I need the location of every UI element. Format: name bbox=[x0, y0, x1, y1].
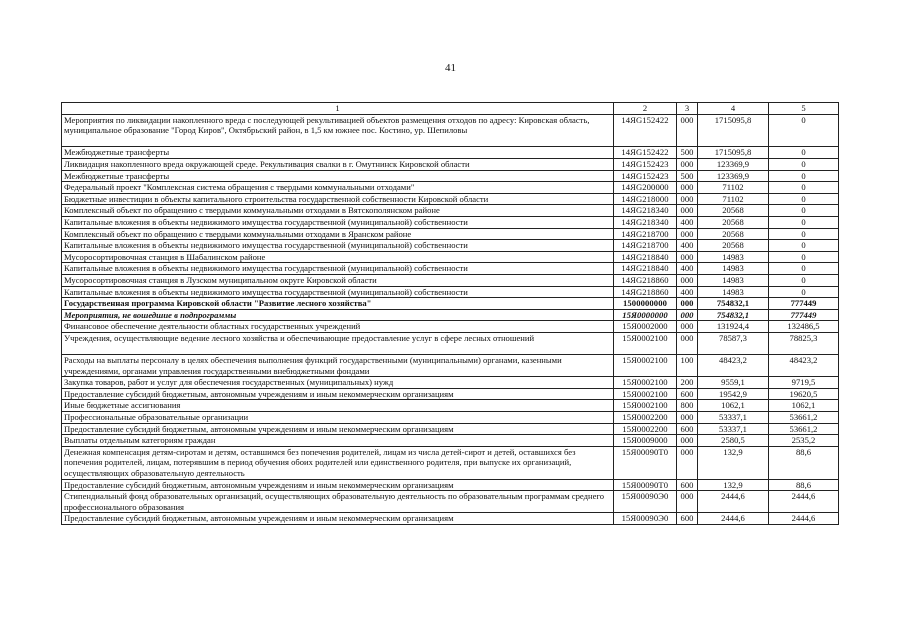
table-row bbox=[62, 240, 839, 252]
row-amount-col5: 1062,1 bbox=[769, 400, 839, 412]
row-amount-col5: 0 bbox=[769, 240, 839, 252]
table-row bbox=[62, 332, 839, 354]
table-row bbox=[62, 355, 839, 377]
table-row bbox=[62, 446, 839, 479]
row-expense-type: 000 bbox=[677, 309, 698, 321]
row-amount-col5: 78825,3 bbox=[769, 332, 839, 354]
row-description: Денежная компенсация детям-сиротам и детям, оставшимся без попечения родителей, лицам из числа детей-сирот и детей, оставшихся без попечения родителей, лицам, потерявшим в период обучения обоих родителей или единственного родителя, при выпуске их организаций, осуществляющих образовательную деятельность bbox=[62, 446, 614, 479]
row-amount-col4: 754832,1 bbox=[698, 298, 769, 310]
row-expense-type: 200 bbox=[677, 377, 698, 389]
row-amount-col5: 777449 bbox=[769, 309, 839, 321]
table-row bbox=[62, 388, 839, 400]
table-row bbox=[62, 298, 839, 310]
row-amount-col4: 14983 bbox=[698, 263, 769, 275]
row-description: Межбюджетные трансферты bbox=[62, 147, 614, 159]
row-amount-col4: 132,9 bbox=[698, 479, 769, 491]
row-target-code: 14ЯG218000 bbox=[614, 193, 677, 205]
row-description: Ликвидация накопленного вреда окружающей среде. Рекультивация свалки в г. Омутнинск Кировской области bbox=[62, 158, 614, 170]
row-amount-col4: 123369,9 bbox=[698, 170, 769, 182]
row-expense-type: 500 bbox=[677, 170, 698, 182]
row-expense-type: 000 bbox=[677, 491, 698, 513]
table-row bbox=[62, 193, 839, 205]
row-target-code: 15Я0002200 bbox=[614, 412, 677, 424]
row-amount-col4: 20568 bbox=[698, 205, 769, 217]
row-amount-col4: 1715095,8 bbox=[698, 147, 769, 159]
row-expense-type: 500 bbox=[677, 147, 698, 159]
row-amount-col4: 9559,1 bbox=[698, 377, 769, 389]
row-amount-col5: 0 bbox=[769, 147, 839, 159]
table-row bbox=[62, 114, 839, 147]
row-expense-type: 000 bbox=[677, 158, 698, 170]
row-target-code: 14ЯG218700 bbox=[614, 228, 677, 240]
row-description: Мероприятия по ликвидации накопленного вреда с последующей рекультивацией объектов размещения отходов по адресу: Кировская область, муниципальное образование "Город Киров", Октябрьский район, в 1,5 км южнее пос. Костино, ур. Шепиловы bbox=[62, 114, 614, 147]
row-amount-col5: 2444,6 bbox=[769, 513, 839, 525]
row-description: Капитальные вложения в объекты недвижимого имущества государственной (муниципальной) собственности bbox=[62, 240, 614, 252]
row-target-code: 15Я0009000 bbox=[614, 435, 677, 447]
row-expense-type: 000 bbox=[677, 228, 698, 240]
row-target-code: 14ЯG200000 bbox=[614, 182, 677, 194]
row-target-code: 14ЯG218340 bbox=[614, 216, 677, 228]
row-amount-col4: 71102 bbox=[698, 182, 769, 194]
row-description: Расходы на выплаты персоналу в целях обеспечения выполнения функций государственными (муниципальными) органами, казенными учреждениями, органами управления государственными внебюджетными фондами bbox=[62, 355, 614, 377]
header-cell-2: 2 bbox=[614, 103, 677, 115]
row-expense-type: 600 bbox=[677, 513, 698, 525]
row-amount-col5: 2444,6 bbox=[769, 491, 839, 513]
row-expense-type: 000 bbox=[677, 332, 698, 354]
row-amount-col4: 20568 bbox=[698, 216, 769, 228]
header-cell-3: 3 bbox=[677, 103, 698, 115]
row-amount-col4: 2444,6 bbox=[698, 513, 769, 525]
row-target-code: 15Я00090Т0 bbox=[614, 446, 677, 479]
row-amount-col4: 14983 bbox=[698, 286, 769, 298]
row-description: Мусоросортировочная станция в Шабалинском районе bbox=[62, 251, 614, 263]
table-row bbox=[62, 377, 839, 389]
table-row bbox=[62, 309, 839, 321]
row-amount-col5: 0 bbox=[769, 114, 839, 147]
row-description: Комплексный объект по обращению с твердыми коммунальными отходами в Яранском районе bbox=[62, 228, 614, 240]
table-row bbox=[62, 182, 839, 194]
row-expense-type: 800 bbox=[677, 400, 698, 412]
row-expense-type: 000 bbox=[677, 412, 698, 424]
row-amount-col5: 0 bbox=[769, 158, 839, 170]
table-row bbox=[62, 286, 839, 298]
table-row bbox=[62, 228, 839, 240]
row-description: Финансовое обеспечение деятельности областных государственных учреждений bbox=[62, 321, 614, 333]
row-amount-col4: 754832,1 bbox=[698, 309, 769, 321]
row-target-code: 15Я0002100 bbox=[614, 400, 677, 412]
header-cell-5: 5 bbox=[769, 103, 839, 115]
row-target-code: 14ЯG218860 bbox=[614, 274, 677, 286]
row-amount-col5: 0 bbox=[769, 274, 839, 286]
page-number: 41 bbox=[445, 62, 456, 74]
row-amount-col5: 0 bbox=[769, 263, 839, 275]
table-row bbox=[62, 205, 839, 217]
table-row bbox=[62, 263, 839, 275]
row-amount-col5: 2535,2 bbox=[769, 435, 839, 447]
row-expense-type: 400 bbox=[677, 240, 698, 252]
row-amount-col4: 131924,4 bbox=[698, 321, 769, 333]
row-target-code: 14ЯG218340 bbox=[614, 205, 677, 217]
row-amount-col4: 53337,1 bbox=[698, 412, 769, 424]
row-amount-col5: 9719,5 bbox=[769, 377, 839, 389]
row-amount-col5: 132486,5 bbox=[769, 321, 839, 333]
row-description: Профессиональные образовательные организации bbox=[62, 412, 614, 424]
table-row bbox=[62, 158, 839, 170]
row-description: Государственная программа Кировской области "Развитие лесного хозяйства" bbox=[62, 298, 614, 310]
row-amount-col5: 0 bbox=[769, 193, 839, 205]
row-amount-col4: 78587,3 bbox=[698, 332, 769, 354]
table-row bbox=[62, 412, 839, 424]
row-amount-col5: 777449 bbox=[769, 298, 839, 310]
row-description: Иные бюджетные ассигнования bbox=[62, 400, 614, 412]
row-description: Предоставление субсидий бюджетным, автономным учреждениям и иным некоммерческим организациям bbox=[62, 388, 614, 400]
row-expense-type: 600 bbox=[677, 423, 698, 435]
row-target-code: 14ЯG152422 bbox=[614, 147, 677, 159]
row-description: Предоставление субсидий бюджетным, автономным учреждениям и иным некоммерческим организациям bbox=[62, 423, 614, 435]
row-target-code: 14ЯG218860 bbox=[614, 286, 677, 298]
row-amount-col5: 0 bbox=[769, 286, 839, 298]
row-description: Комплексный объект по обращению с твердыми коммунальными отходами в Вятскополянском районе bbox=[62, 205, 614, 217]
row-description: Закупка товаров, работ и услуг для обеспечения государственных (муниципальных) нужд bbox=[62, 377, 614, 389]
row-amount-col4: 48423,2 bbox=[698, 355, 769, 377]
row-description: Капитальные вложения в объекты недвижимого имущества государственной (муниципальной) собственности bbox=[62, 216, 614, 228]
row-amount-col4: 14983 bbox=[698, 274, 769, 286]
row-amount-col4: 19542,9 bbox=[698, 388, 769, 400]
table-row bbox=[62, 491, 839, 513]
row-target-code: 15Я0002200 bbox=[614, 423, 677, 435]
row-description: Бюджетные инвестиции в объекты капитального строительства государственной собственности Кировской области bbox=[62, 193, 614, 205]
row-description: Предоставление субсидий бюджетным, автономным учреждениям и иным некоммерческим организациям bbox=[62, 513, 614, 525]
row-description: Мусоросортировочная станция в Лузском муниципальном округе Кировской области bbox=[62, 274, 614, 286]
row-expense-type: 600 bbox=[677, 388, 698, 400]
row-expense-type: 000 bbox=[677, 274, 698, 286]
row-amount-col4: 123369,9 bbox=[698, 158, 769, 170]
row-description: Мероприятия, не вошедшие в подпрограммы bbox=[62, 309, 614, 321]
row-amount-col4: 53337,1 bbox=[698, 423, 769, 435]
table-row bbox=[62, 216, 839, 228]
row-amount-col4: 132,9 bbox=[698, 446, 769, 479]
row-target-code: 15Я00090Э0 bbox=[614, 513, 677, 525]
table-row bbox=[62, 423, 839, 435]
row-amount-col4: 20568 bbox=[698, 240, 769, 252]
row-amount-col5: 88,6 bbox=[769, 479, 839, 491]
row-expense-type: 400 bbox=[677, 263, 698, 275]
table-row bbox=[62, 479, 839, 491]
budget-table bbox=[61, 102, 839, 525]
row-expense-type: 000 bbox=[677, 435, 698, 447]
row-description: Федеральный проект "Комплексная система обращения с твердыми коммунальными отходами" bbox=[62, 182, 614, 194]
row-expense-type: 000 bbox=[677, 182, 698, 194]
row-expense-type: 000 bbox=[677, 193, 698, 205]
row-expense-type: 400 bbox=[677, 216, 698, 228]
row-amount-col5: 53661,2 bbox=[769, 412, 839, 424]
row-amount-col4: 71102 bbox=[698, 193, 769, 205]
row-amount-col4: 20568 bbox=[698, 228, 769, 240]
row-expense-type: 100 bbox=[677, 355, 698, 377]
row-description: Межбюджетные трансферты bbox=[62, 170, 614, 182]
row-target-code: 15Я0002100 bbox=[614, 377, 677, 389]
budget-table-body bbox=[62, 103, 839, 525]
row-target-code: 14ЯG152423 bbox=[614, 158, 677, 170]
row-amount-col5: 0 bbox=[769, 170, 839, 182]
table-row bbox=[62, 400, 839, 412]
row-description: Стипендиальный фонд образовательных организаций, осуществляющих образовательную деятельность по образовательным программам среднего профессионального образования bbox=[62, 491, 614, 513]
row-target-code: 14ЯG152422 bbox=[614, 114, 677, 147]
table-row bbox=[62, 321, 839, 333]
row-expense-type: 600 bbox=[677, 479, 698, 491]
row-target-code: 15Я00090Э0 bbox=[614, 491, 677, 513]
row-expense-type: 000 bbox=[677, 205, 698, 217]
row-description: Предоставление субсидий бюджетным, автономным учреждениям и иным некоммерческим организациям bbox=[62, 479, 614, 491]
row-expense-type: 000 bbox=[677, 114, 698, 147]
row-expense-type: 000 bbox=[677, 446, 698, 479]
row-amount-col4: 1062,1 bbox=[698, 400, 769, 412]
table-row bbox=[62, 513, 839, 525]
row-description: Капитальные вложения в объекты недвижимого имущества государственной (муниципальной) собственности bbox=[62, 286, 614, 298]
row-target-code: 14ЯG152423 bbox=[614, 170, 677, 182]
table-row bbox=[62, 435, 839, 447]
row-target-code: 15Я0002100 bbox=[614, 332, 677, 354]
row-amount-col5: 0 bbox=[769, 205, 839, 217]
row-amount-col5: 19620,5 bbox=[769, 388, 839, 400]
row-target-code: 15Я00090Т0 bbox=[614, 479, 677, 491]
table-row bbox=[62, 251, 839, 263]
row-description: Учреждения, осуществляющие ведение лесного хозяйства и обеспечивающие предоставление услуг в сфере лесных отношений bbox=[62, 332, 614, 354]
row-target-code: 14ЯG218840 bbox=[614, 251, 677, 263]
row-amount-col5: 0 bbox=[769, 251, 839, 263]
row-target-code: 1500000000 bbox=[614, 298, 677, 310]
row-description: Капитальные вложения в объекты недвижимого имущества государственной (муниципальной) собственности bbox=[62, 263, 614, 275]
row-expense-type: 000 bbox=[677, 251, 698, 263]
row-description: Выплаты отдельным категориям граждан bbox=[62, 435, 614, 447]
row-target-code: 15Я0002000 bbox=[614, 321, 677, 333]
row-target-code: 14ЯG218700 bbox=[614, 240, 677, 252]
row-target-code: 15Я0000000 bbox=[614, 309, 677, 321]
row-amount-col4: 2580,5 bbox=[698, 435, 769, 447]
header-cell-4: 4 bbox=[698, 103, 769, 115]
row-target-code: 15Я0002100 bbox=[614, 355, 677, 377]
row-amount-col5: 0 bbox=[769, 182, 839, 194]
row-amount-col5: 0 bbox=[769, 216, 839, 228]
row-target-code: 14ЯG218840 bbox=[614, 263, 677, 275]
row-expense-type: 400 bbox=[677, 286, 698, 298]
row-expense-type: 000 bbox=[677, 298, 698, 310]
table-header-row bbox=[62, 103, 839, 115]
table-row bbox=[62, 170, 839, 182]
table-row bbox=[62, 147, 839, 159]
row-amount-col5: 53661,2 bbox=[769, 423, 839, 435]
header-cell-1: 1 bbox=[62, 103, 614, 115]
row-expense-type: 000 bbox=[677, 321, 698, 333]
row-target-code: 15Я0002100 bbox=[614, 388, 677, 400]
row-amount-col4: 2444,6 bbox=[698, 491, 769, 513]
row-amount-col5: 88,6 bbox=[769, 446, 839, 479]
row-amount-col4: 14983 bbox=[698, 251, 769, 263]
row-amount-col5: 48423,2 bbox=[769, 355, 839, 377]
row-amount-col4: 1715095,8 bbox=[698, 114, 769, 147]
table-row bbox=[62, 274, 839, 286]
row-amount-col5: 0 bbox=[769, 228, 839, 240]
